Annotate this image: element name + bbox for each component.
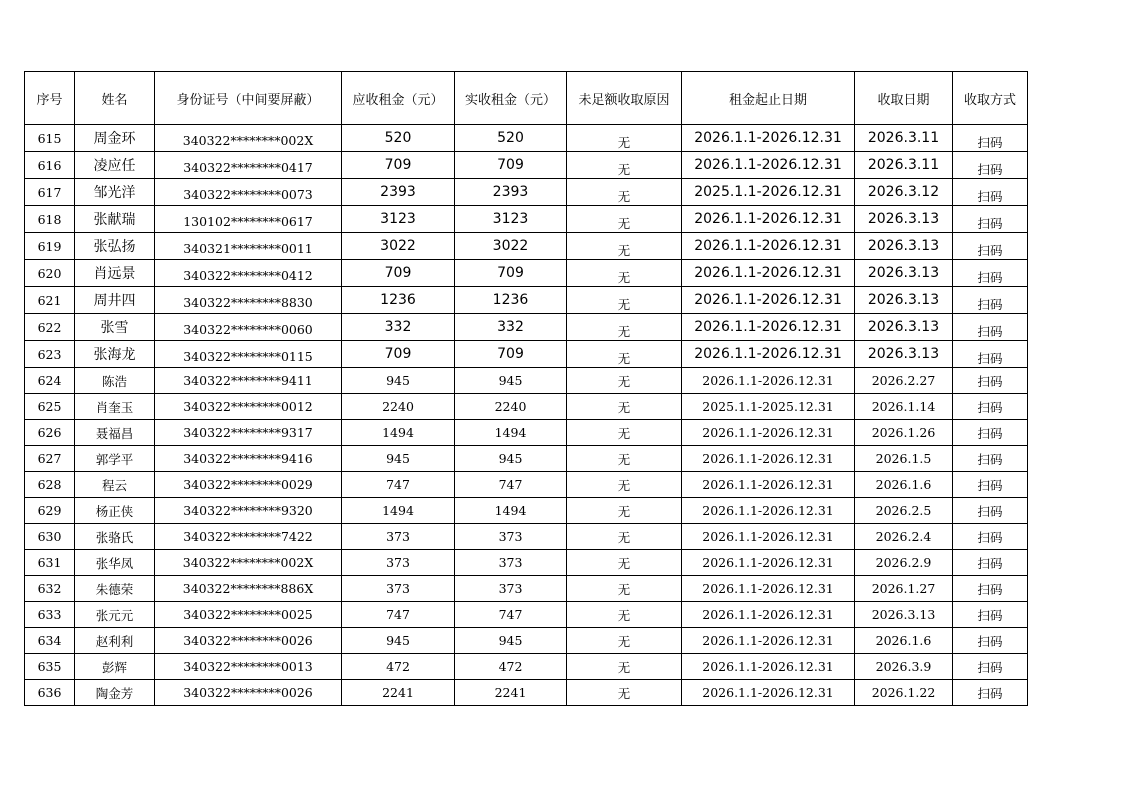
cell-shortfall-reason: 无 [567, 206, 682, 233]
cell-rent-paid: 3022 [455, 233, 567, 260]
cell-rent-due: 373 [342, 524, 455, 550]
cell-rent-period: 2026.1.1-2026.12.31 [682, 680, 855, 706]
cell-id-number: 130102********0617 [155, 206, 342, 233]
cell-id-number: 340322********9320 [155, 498, 342, 524]
cell-collection-date: 2026.1.6 [855, 628, 953, 654]
cell-shortfall-reason: 无 [567, 420, 682, 446]
cell-seq: 615 [25, 125, 75, 152]
cell-collection-date: 2026.1.6 [855, 472, 953, 498]
cell-name: 肖奎玉 [75, 394, 155, 420]
cell-rent-period: 2025.1.1-2026.12.31 [682, 179, 855, 206]
cell-rent-period: 2026.1.1-2026.12.31 [682, 602, 855, 628]
cell-name: 张元元 [75, 602, 155, 628]
table-row [25, 394, 1028, 420]
cell-shortfall-reason: 无 [567, 550, 682, 576]
table-row [25, 420, 1028, 446]
cell-collection-method: 扫码 [953, 498, 1028, 524]
table-row [25, 179, 1028, 206]
cell-shortfall-reason: 无 [567, 576, 682, 602]
cell-collection-method: 扫码 [953, 179, 1028, 206]
cell-seq: 624 [25, 368, 75, 394]
cell-collection-method: 扫码 [953, 341, 1028, 368]
table-row [25, 576, 1028, 602]
table-row [25, 680, 1028, 706]
cell-seq: 625 [25, 394, 75, 420]
cell-name: 周金环 [75, 125, 155, 152]
cell-rent-period: 2026.1.1-2026.12.31 [682, 314, 855, 341]
cell-rent-period: 2026.1.1-2026.12.31 [682, 446, 855, 472]
table-row [25, 206, 1028, 233]
cell-rent-paid: 945 [455, 628, 567, 654]
cell-rent-due: 472 [342, 654, 455, 680]
cell-collection-method: 扫码 [953, 368, 1028, 394]
cell-rent-due: 332 [342, 314, 455, 341]
cell-seq: 628 [25, 472, 75, 498]
cell-rent-due: 945 [342, 628, 455, 654]
cell-collection-date: 2026.3.13 [855, 341, 953, 368]
cell-collection-date: 2026.2.4 [855, 524, 953, 550]
cell-seq: 634 [25, 628, 75, 654]
cell-seq: 629 [25, 498, 75, 524]
cell-rent-due: 709 [342, 260, 455, 287]
cell-name: 赵利利 [75, 628, 155, 654]
cell-name: 凌应任 [75, 152, 155, 179]
cell-rent-due: 373 [342, 550, 455, 576]
cell-collection-method: 扫码 [953, 206, 1028, 233]
cell-collection-date: 2026.3.13 [855, 287, 953, 314]
cell-seq: 619 [25, 233, 75, 260]
table-row [25, 524, 1028, 550]
cell-id-number: 340322********0026 [155, 680, 342, 706]
cell-rent-due: 1494 [342, 498, 455, 524]
cell-collection-date: 2026.3.11 [855, 152, 953, 179]
cell-rent-due: 2240 [342, 394, 455, 420]
cell-collection-method: 扫码 [953, 314, 1028, 341]
cell-shortfall-reason: 无 [567, 341, 682, 368]
cell-collection-method: 扫码 [953, 152, 1028, 179]
cell-collection-date: 2026.1.14 [855, 394, 953, 420]
cell-name: 陶金芳 [75, 680, 155, 706]
cell-rent-paid: 709 [455, 341, 567, 368]
cell-id-number: 340321********0011 [155, 233, 342, 260]
cell-collection-date: 2026.1.5 [855, 446, 953, 472]
cell-rent-paid: 747 [455, 602, 567, 628]
cell-rent-paid: 1236 [455, 287, 567, 314]
cell-rent-period: 2026.1.1-2026.12.31 [682, 472, 855, 498]
cell-rent-paid: 709 [455, 152, 567, 179]
cell-id-number: 340322********0412 [155, 260, 342, 287]
cell-collection-date: 2026.3.9 [855, 654, 953, 680]
cell-shortfall-reason: 无 [567, 628, 682, 654]
cell-seq: 616 [25, 152, 75, 179]
cell-rent-period: 2026.1.1-2026.12.31 [682, 287, 855, 314]
table-row [25, 314, 1028, 341]
cell-collection-method: 扫码 [953, 125, 1028, 152]
cell-shortfall-reason: 无 [567, 446, 682, 472]
cell-id-number: 340322********002X [155, 125, 342, 152]
header-rent-period: 租金起止日期 [682, 72, 855, 125]
cell-seq: 617 [25, 179, 75, 206]
table-body [25, 125, 1028, 706]
header-seq: 序号 [25, 72, 75, 125]
cell-seq: 633 [25, 602, 75, 628]
cell-id-number: 340322********0012 [155, 394, 342, 420]
cell-rent-due: 945 [342, 446, 455, 472]
cell-seq: 618 [25, 206, 75, 233]
cell-collection-method: 扫码 [953, 287, 1028, 314]
rent-collection-table [24, 71, 1028, 706]
cell-seq: 635 [25, 654, 75, 680]
cell-name: 聂福昌 [75, 420, 155, 446]
cell-collection-date: 2026.2.9 [855, 550, 953, 576]
cell-rent-period: 2026.1.1-2026.12.31 [682, 524, 855, 550]
cell-rent-period: 2026.1.1-2026.12.31 [682, 368, 855, 394]
header-id-number: 身份证号（中间要屏蔽） [155, 72, 342, 125]
cell-id-number: 340322********8830 [155, 287, 342, 314]
header-rent-paid: 实收租金（元） [455, 72, 567, 125]
cell-collection-date: 2026.1.26 [855, 420, 953, 446]
cell-shortfall-reason: 无 [567, 394, 682, 420]
cell-rent-paid: 332 [455, 314, 567, 341]
header-collection-date: 收取日期 [855, 72, 953, 125]
cell-collection-date: 2026.1.22 [855, 680, 953, 706]
cell-rent-due: 709 [342, 341, 455, 368]
cell-rent-period: 2026.1.1-2026.12.31 [682, 206, 855, 233]
cell-seq: 626 [25, 420, 75, 446]
cell-collection-method: 扫码 [953, 394, 1028, 420]
cell-shortfall-reason: 无 [567, 233, 682, 260]
cell-collection-method: 扫码 [953, 233, 1028, 260]
header-collection-method: 收取方式 [953, 72, 1028, 125]
table-row [25, 260, 1028, 287]
table-row [25, 472, 1028, 498]
cell-id-number: 340322********0073 [155, 179, 342, 206]
cell-collection-date: 2026.2.5 [855, 498, 953, 524]
cell-rent-due: 2241 [342, 680, 455, 706]
cell-rent-paid: 709 [455, 260, 567, 287]
cell-shortfall-reason: 无 [567, 179, 682, 206]
cell-collection-method: 扫码 [953, 680, 1028, 706]
cell-id-number: 340322********0417 [155, 152, 342, 179]
cell-rent-paid: 373 [455, 550, 567, 576]
cell-name: 肖远景 [75, 260, 155, 287]
cell-seq: 631 [25, 550, 75, 576]
cell-collection-method: 扫码 [953, 524, 1028, 550]
cell-rent-due: 747 [342, 602, 455, 628]
cell-rent-period: 2026.1.1-2026.12.31 [682, 576, 855, 602]
cell-rent-period: 2026.1.1-2026.12.31 [682, 125, 855, 152]
cell-rent-due: 1236 [342, 287, 455, 314]
cell-shortfall-reason: 无 [567, 524, 682, 550]
cell-collection-date: 2026.3.13 [855, 206, 953, 233]
cell-shortfall-reason: 无 [567, 368, 682, 394]
cell-id-number: 340322********0026 [155, 628, 342, 654]
table-row [25, 233, 1028, 260]
cell-collection-date: 2026.3.13 [855, 314, 953, 341]
cell-rent-paid: 472 [455, 654, 567, 680]
cell-collection-date: 2026.3.12 [855, 179, 953, 206]
cell-rent-period: 2026.1.1-2026.12.31 [682, 152, 855, 179]
cell-rent-paid: 373 [455, 576, 567, 602]
cell-rent-due: 520 [342, 125, 455, 152]
header-row [25, 72, 1028, 125]
cell-seq: 621 [25, 287, 75, 314]
cell-name: 张雪 [75, 314, 155, 341]
cell-collection-date: 2026.3.13 [855, 602, 953, 628]
cell-rent-paid: 2393 [455, 179, 567, 206]
cell-name: 张弘扬 [75, 233, 155, 260]
cell-seq: 627 [25, 446, 75, 472]
cell-seq: 636 [25, 680, 75, 706]
cell-collection-date: 2026.2.27 [855, 368, 953, 394]
cell-shortfall-reason: 无 [567, 680, 682, 706]
cell-rent-due: 2393 [342, 179, 455, 206]
cell-id-number: 340322********0115 [155, 341, 342, 368]
cell-collection-method: 扫码 [953, 420, 1028, 446]
cell-shortfall-reason: 无 [567, 498, 682, 524]
cell-id-number: 340322********0013 [155, 654, 342, 680]
cell-rent-paid: 2241 [455, 680, 567, 706]
cell-name: 朱德荣 [75, 576, 155, 602]
cell-shortfall-reason: 无 [567, 602, 682, 628]
cell-name: 杨正侠 [75, 498, 155, 524]
cell-name: 彭辉 [75, 654, 155, 680]
table-header [25, 72, 1028, 125]
cell-rent-paid: 3123 [455, 206, 567, 233]
cell-shortfall-reason: 无 [567, 287, 682, 314]
cell-seq: 622 [25, 314, 75, 341]
cell-shortfall-reason: 无 [567, 472, 682, 498]
cell-rent-paid: 520 [455, 125, 567, 152]
cell-rent-period: 2026.1.1-2026.12.31 [682, 420, 855, 446]
cell-id-number: 340322********7422 [155, 524, 342, 550]
cell-collection-date: 2026.1.27 [855, 576, 953, 602]
table-row [25, 341, 1028, 368]
cell-rent-due: 3123 [342, 206, 455, 233]
cell-rent-period: 2026.1.1-2026.12.31 [682, 233, 855, 260]
cell-name: 张海龙 [75, 341, 155, 368]
table-row [25, 446, 1028, 472]
cell-name: 张献瑞 [75, 206, 155, 233]
cell-rent-due: 709 [342, 152, 455, 179]
cell-id-number: 340322********886X [155, 576, 342, 602]
cell-rent-due: 945 [342, 368, 455, 394]
table-row [25, 654, 1028, 680]
table-row [25, 628, 1028, 654]
cell-name: 郭学平 [75, 446, 155, 472]
cell-rent-paid: 1494 [455, 420, 567, 446]
cell-id-number: 340322********0025 [155, 602, 342, 628]
table-row [25, 152, 1028, 179]
cell-id-number: 340322********0060 [155, 314, 342, 341]
cell-name: 陈浩 [75, 368, 155, 394]
table-row [25, 125, 1028, 152]
cell-seq: 623 [25, 341, 75, 368]
cell-rent-due: 373 [342, 576, 455, 602]
cell-id-number: 340322********9411 [155, 368, 342, 394]
cell-collection-method: 扫码 [953, 550, 1028, 576]
cell-id-number: 340322********002X [155, 550, 342, 576]
cell-name: 邹光洋 [75, 179, 155, 206]
table-row [25, 498, 1028, 524]
table-row [25, 287, 1028, 314]
cell-rent-paid: 945 [455, 446, 567, 472]
cell-shortfall-reason: 无 [567, 152, 682, 179]
cell-seq: 630 [25, 524, 75, 550]
cell-shortfall-reason: 无 [567, 654, 682, 680]
cell-id-number: 340322********9317 [155, 420, 342, 446]
cell-collection-date: 2026.3.13 [855, 233, 953, 260]
cell-seq: 620 [25, 260, 75, 287]
cell-rent-paid: 2240 [455, 394, 567, 420]
cell-rent-period: 2025.1.1-2025.12.31 [682, 394, 855, 420]
cell-collection-method: 扫码 [953, 472, 1028, 498]
cell-collection-method: 扫码 [953, 576, 1028, 602]
cell-seq: 632 [25, 576, 75, 602]
cell-rent-period: 2026.1.1-2026.12.31 [682, 260, 855, 287]
cell-collection-method: 扫码 [953, 628, 1028, 654]
cell-id-number: 340322********9416 [155, 446, 342, 472]
table-row [25, 602, 1028, 628]
cell-rent-paid: 945 [455, 368, 567, 394]
cell-collection-method: 扫码 [953, 260, 1028, 287]
cell-rent-period: 2026.1.1-2026.12.31 [682, 341, 855, 368]
cell-rent-period: 2026.1.1-2026.12.31 [682, 550, 855, 576]
cell-shortfall-reason: 无 [567, 260, 682, 287]
cell-collection-method: 扫码 [953, 602, 1028, 628]
header-shortfall-reason: 未足额收取原因 [567, 72, 682, 125]
cell-collection-date: 2026.3.11 [855, 125, 953, 152]
cell-name: 周井四 [75, 287, 155, 314]
cell-name: 张骆氏 [75, 524, 155, 550]
cell-rent-due: 1494 [342, 420, 455, 446]
cell-rent-period: 2026.1.1-2026.12.31 [682, 628, 855, 654]
table-row [25, 368, 1028, 394]
header-name: 姓名 [75, 72, 155, 125]
cell-collection-method: 扫码 [953, 446, 1028, 472]
cell-rent-paid: 747 [455, 472, 567, 498]
cell-rent-due: 3022 [342, 233, 455, 260]
table-row [25, 550, 1028, 576]
cell-rent-paid: 1494 [455, 498, 567, 524]
cell-name: 程云 [75, 472, 155, 498]
cell-rent-period: 2026.1.1-2026.12.31 [682, 654, 855, 680]
cell-rent-period: 2026.1.1-2026.12.31 [682, 498, 855, 524]
cell-shortfall-reason: 无 [567, 314, 682, 341]
cell-collection-date: 2026.3.13 [855, 260, 953, 287]
cell-name: 张华凤 [75, 550, 155, 576]
cell-rent-paid: 373 [455, 524, 567, 550]
cell-shortfall-reason: 无 [567, 125, 682, 152]
cell-rent-due: 747 [342, 472, 455, 498]
cell-id-number: 340322********0029 [155, 472, 342, 498]
header-rent-due: 应收租金（元） [342, 72, 455, 125]
cell-collection-method: 扫码 [953, 654, 1028, 680]
